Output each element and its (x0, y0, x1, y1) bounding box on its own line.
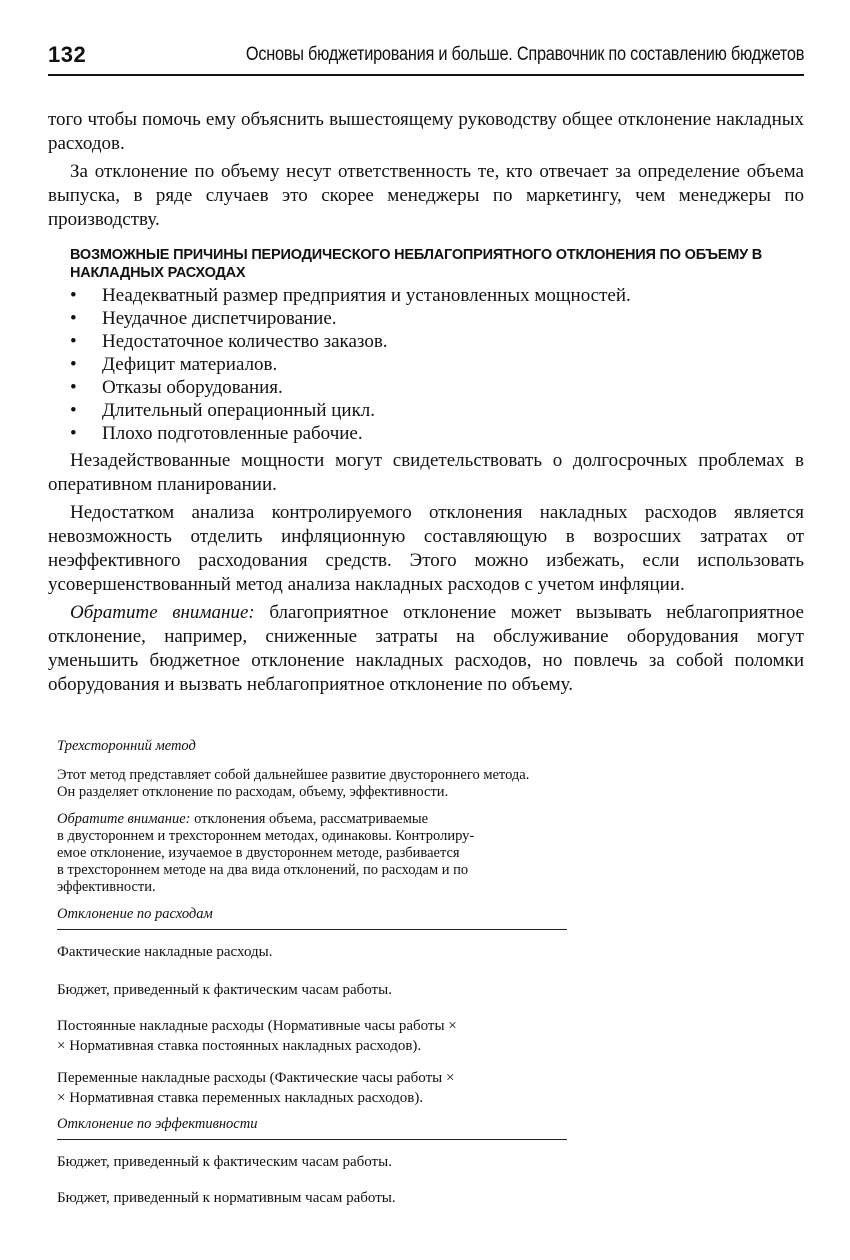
box-title: Трехсторонний метод (57, 738, 196, 754)
causes-list (70, 284, 804, 445)
bullet-icon: • (70, 400, 77, 421)
page-number: 132 (48, 42, 87, 67)
note-label: Обратите внимание: (70, 602, 255, 623)
three-way-method-box (57, 738, 567, 1208)
running-head: Основы бюджетирования и больше. Справочник по составлению бюджетов (245, 44, 804, 65)
spending-variance-heading: Отклонение по расходам (57, 906, 567, 930)
list-item: Бюджет, приведенный к нормативным часам работы. (57, 1190, 396, 1206)
list-item: Переменные накладные расходы (Фактические часы работы × × Нормативная ставка переменных накладных расходов). (57, 1070, 455, 1106)
bullet-icon: • (70, 377, 77, 398)
bullet-icon: • (70, 423, 77, 444)
efficiency-variance-heading: Отклонение по эффективности (57, 1116, 567, 1140)
paragraph-inflation: Недостатком анализа контролируемого отклонения накладных расходов является невозможность отделить инфляционную составляющую в возросших затратах от неэффективного расходования средств. Этого можно избежать, если использовать усовершенствованный метод анализа накладных расходов с учетом инфляции. (48, 502, 804, 595)
list-item: • Неадекватный размер предприятия и установленных мощностей. (70, 285, 631, 306)
bullet-icon: • (70, 285, 77, 306)
box-intro: Этот метод представляет собой дальнейшее развитие двустороннего метода. Он разделяет отклонение по расходам, объему, эффективности. (57, 767, 530, 800)
list-item: Бюджет, приведенный к фактическим часам работы. (57, 1154, 392, 1170)
bullet-icon: • (70, 354, 77, 375)
list-item: • Отказы оборудования. (70, 377, 283, 398)
main-text (48, 108, 804, 701)
box-note: Обратите внимание: отклонения объема, рассматриваемые в двустороннем и трехстороннем методах, одинаковы. Контролиру- емое отклонение, изучаемое в двустороннем методе, разбивается в трехстороннем методе на два вида отклонений, по расходам и по эффективности. (57, 811, 475, 895)
list-item: • Длительный операционный цикл. (70, 400, 376, 421)
list-item: Бюджет, приведенный к фактическим часам работы. (57, 982, 392, 998)
list-item: • Недостаточное количество заказов. (70, 331, 388, 352)
box-note-label: Обратите внимание: (57, 811, 191, 827)
list-item: Фактические накладные расходы. (57, 944, 273, 960)
list-item: • Неудачное диспетчирование. (70, 308, 337, 329)
list-item: Постоянные накладные расходы (Нормативные часы работы × × Нормативная ставка постоянных накладных расходов). (57, 1018, 457, 1054)
section-heading: ВОЗМОЖНЫЕ ПРИЧИНЫ ПЕРИОДИЧЕСКОГО НЕБЛАГОПРИЯТНОГО ОТКЛОНЕНИЯ ПО ОБЪЕМУ В НАКЛАДНЫХ РАСХОДАХ (70, 247, 763, 281)
bullet-icon: • (70, 308, 77, 329)
page-header (48, 40, 804, 76)
bullet-icon: • (70, 331, 77, 352)
list-item: • Дефицит материалов. (70, 354, 278, 375)
note-text: благоприятное отклонение может вызывать неблагоприятное отклонение, например, сниженные затраты на обслуживание оборудования могут уменьшить бюджетное отклонение накладных расходов, но повлечь за собой поломки оборудования и вызвать неблагоприятное отклонение по объему. (48, 602, 804, 695)
paragraph-continuation: того чтобы помочь ему объяснить вышестоящему руководству общее отклонение накладных расходов. (48, 109, 804, 154)
paragraph-note (48, 601, 804, 697)
paragraph-volume-responsibility: За отклонение по объему несут ответственность те, кто отвечает за определение объема выпуска, в ряде случаев это скорее менеджеры по маркетингу, чем менеджеры по производству. (48, 161, 804, 230)
list-item: • Плохо подготовленные рабочие. (70, 423, 363, 444)
paragraph-idle-capacity: Незадействованные мощности могут свидетельствовать о долгосрочных проблемах в оперативном планировании. (48, 450, 804, 495)
